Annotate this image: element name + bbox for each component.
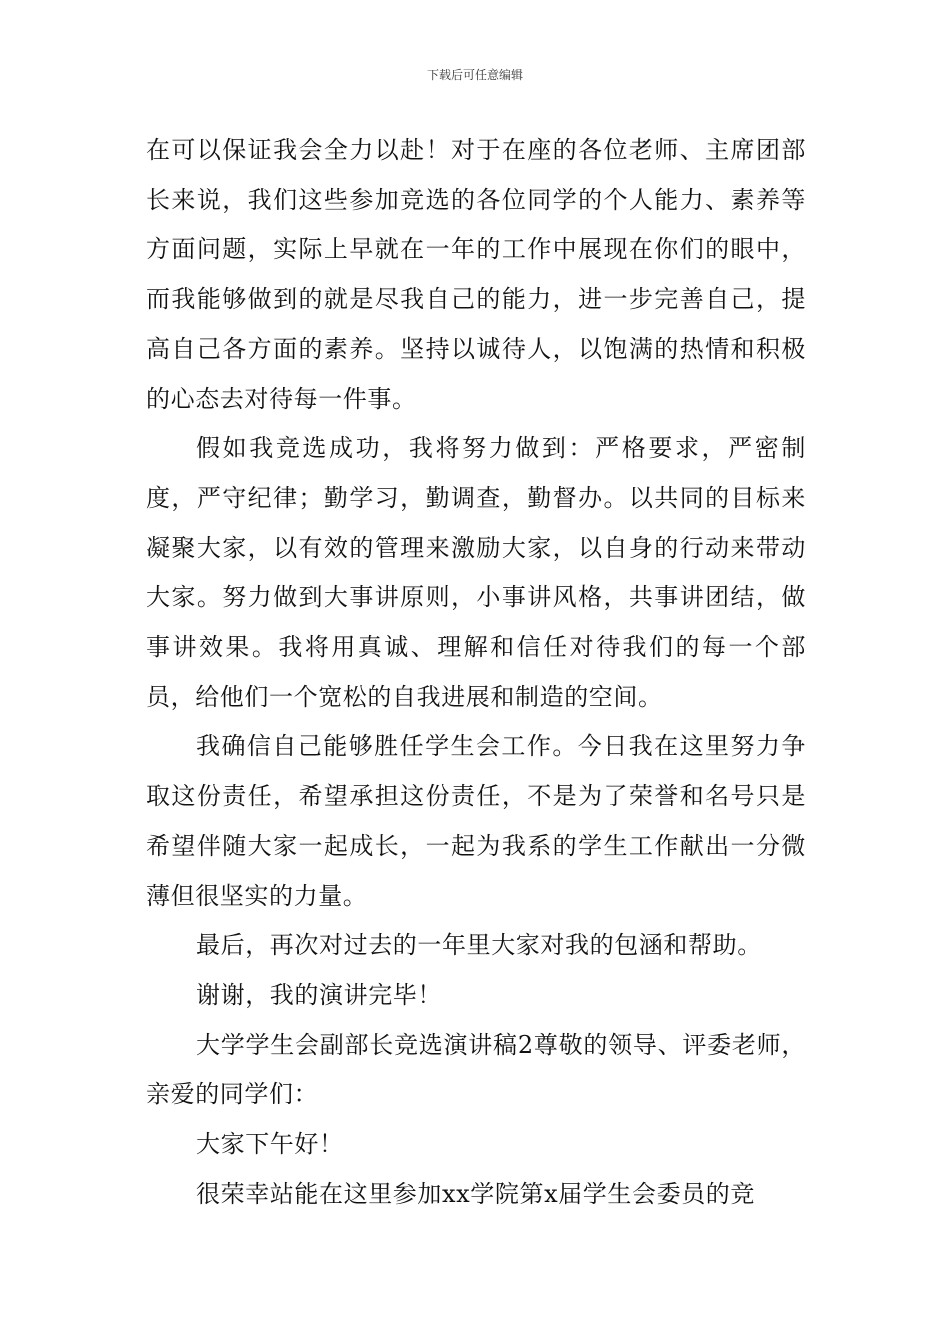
document-body bbox=[146, 126, 806, 1219]
paragraph: 假如我竞选成功，我将努力做到：严格要求，严密制度，严守纪律；勤学习，勤调查，勤督办。以共同的目标来凝聚大家，以有效的管理来激励大家，以自身的行动来带动大家。努力做到大事讲原则，小事讲风格，共事讲团结，做事讲效果。我将用真诚、理解和信任对待我们的每一个部员，给他们一个宽松的自我进展和制造的空间。 bbox=[146, 434, 806, 711]
paragraph: 大家下午好！ bbox=[196, 1130, 344, 1159]
paragraph: 谢谢，我的演讲完毕！ bbox=[196, 980, 442, 1009]
paragraph: 很荣幸站能在这里参加xx学院第x届学生会委员的竞 bbox=[196, 1179, 756, 1208]
paragraph: 在可以保证我会全力以赴！对于在座的各位老师、主席团部长来说，我们这些参加竞选的各位同学的个人能力、素养等方面问题，实际上早就在一年的工作中展现在你们的眼中，而我能够做到的就是尽我自己的能力，进一步完善自己，提高自己各方面的素养。坚持以诚待人，以饱满的热情和积极的心态去对待每一件事。 bbox=[146, 136, 806, 413]
paragraph: 我确信自己能够胜任学生会工作。今日我在这里努力争取这份责任，希望承担这份责任，不是为了荣誉和名号只是希望伴随大家一起成长，一起为我系的学生工作献出一分微薄但很坚实的力量。 bbox=[146, 732, 806, 910]
header-note: 下载后可任意编辑 bbox=[426, 68, 523, 82]
paragraph: 最后，再次对过去的一年里大家对我的包涵和帮助。 bbox=[196, 931, 762, 960]
paragraph: 大学学生会副部长竞选演讲稿2尊敬的领导、评委老师，亲爱的同学们： bbox=[146, 1030, 806, 1109]
